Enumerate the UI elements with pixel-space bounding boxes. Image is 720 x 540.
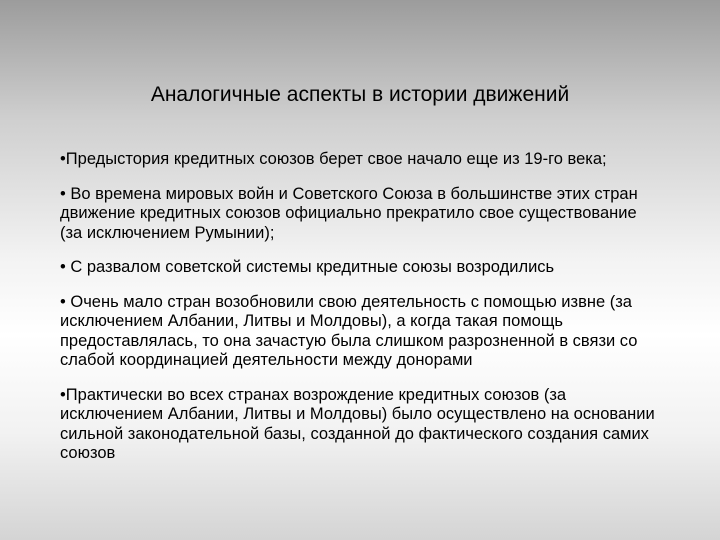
bullet-list — [60, 150, 660, 479]
bullet-item: • С развалом советской системы кредитные союзы возродились — [60, 258, 555, 276]
bullet-item: • Очень мало стран возобновили свою деятельность с помощью извне (за исключением Албании, Литвы и Молдовы), а когда такая помощь предоставлялась, то она зачастую была слишком разрозненной в связи со слабой координацией деятельности между донорами — [60, 292, 638, 369]
slide-title: Аналогичные аспекты в истории движений — [150, 83, 570, 106]
bullet-item: • Во времена мировых войн и Советского Союза в большинстве этих стран движение кредитных союзов официально прекратило свое существование (за исключением Румынии); — [60, 184, 638, 242]
bullet-item: •Предыстория кредитных союзов берет свое начало еще из 19-го века; — [60, 150, 607, 168]
bullet-item: •Практически во всех странах возрождение кредитных союзов (за исключением Албании, Литвы и Молдовы) было осуществлено на основании сильной законодательной базы, созданной до фактического создания самих союзов — [60, 385, 655, 462]
